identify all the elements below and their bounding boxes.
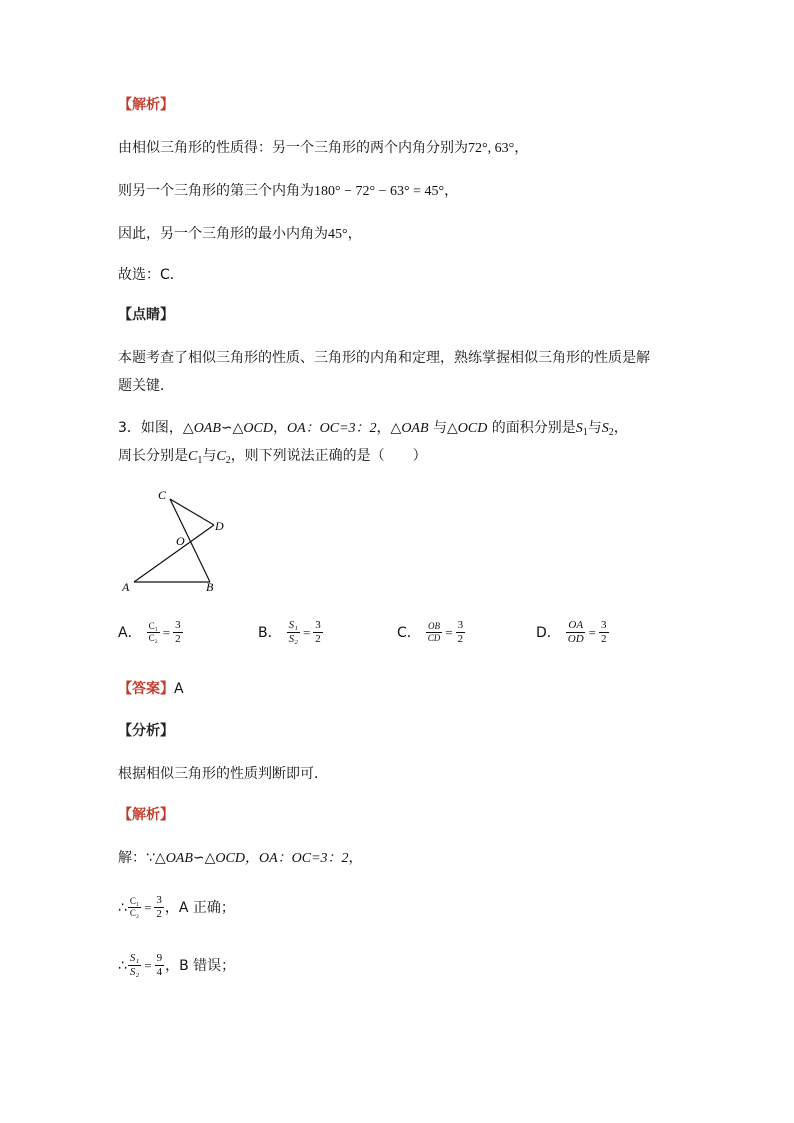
text: ，B 错误； [165, 957, 236, 974]
denominator: S₂ [288, 633, 298, 645]
equals: = [144, 957, 152, 973]
therefore-symbol: ∴ [118, 957, 127, 974]
text: 与 [202, 448, 217, 464]
label-c: C [158, 488, 167, 502]
denominator: 2 [156, 908, 162, 920]
section-heading-analysis-brief [118, 721, 174, 741]
answer-value: A [174, 681, 184, 697]
option-a[interactable] [118, 620, 184, 645]
subscript: 1 [197, 455, 203, 466]
text: ， [613, 420, 628, 436]
subscript: 2 [225, 455, 231, 466]
numerator: OA [568, 619, 584, 631]
text: 3．如图， [118, 420, 183, 436]
option-letter: A． [118, 624, 142, 641]
text: ， [348, 850, 363, 866]
paragraph-line [118, 953, 235, 978]
fraction [456, 620, 466, 645]
text: 则另一个三角形的第三个内角为 [118, 183, 314, 199]
option-letter: B． [258, 624, 282, 641]
fraction [128, 897, 141, 918]
text: ， [514, 140, 529, 156]
fraction [173, 620, 183, 645]
equals: = [302, 624, 311, 640]
paragraph-line [118, 138, 528, 159]
text: ， [272, 420, 287, 436]
numerator: C₁ [129, 896, 140, 906]
paragraph-line [118, 265, 184, 285]
equals: = [445, 624, 453, 640]
text: 因此，另一个三角形的最小内角为 [118, 226, 328, 242]
denominator: S₂ [129, 966, 140, 978]
fraction [287, 620, 300, 645]
option-c[interactable] [397, 620, 466, 645]
denominator: C₂ [148, 633, 158, 643]
text: 本题考查了相似三角形的性质、三角形的内角和定理，熟练掌握相似三角形的性质是解 [118, 350, 650, 366]
math: △OAB∽△OCD [182, 421, 273, 436]
math: 72°, 63° [468, 141, 515, 156]
numerator: 3 [315, 619, 321, 631]
text: 由相似三角形的性质得：另一个三角形的两个内角分别为 [118, 140, 468, 156]
denominator: 2 [315, 633, 321, 645]
numerator: 3 [175, 619, 181, 631]
denominator: C₂ [129, 908, 140, 918]
paragraph-line [118, 895, 235, 920]
math: △OAB∽△OCD，OA：OC=3：2 [154, 851, 349, 866]
segment-da [134, 525, 214, 582]
math: OCD [457, 421, 488, 436]
section-heading-comment [118, 305, 174, 325]
label-d: D [215, 519, 224, 533]
numerator: S₁ [129, 952, 140, 964]
denominator: 4 [156, 966, 163, 978]
numerator: 3 [601, 619, 607, 631]
paragraph-line [118, 224, 362, 245]
fraction [155, 953, 165, 978]
option-d[interactable] [536, 620, 610, 645]
equals: = [162, 624, 171, 640]
text: 的面积分别是 [487, 420, 576, 436]
denominator: 2 [457, 633, 464, 645]
heading-text: 【分析】 [118, 723, 174, 739]
heading-text: 【解析】 [118, 97, 174, 113]
label-b: B [206, 580, 214, 594]
math: C [216, 449, 226, 464]
option-letter: C． [397, 624, 421, 641]
numerator: 3 [156, 894, 162, 906]
denominator: 2 [601, 633, 607, 645]
numerator: C₁ [148, 621, 158, 631]
text: 与△ [428, 420, 458, 436]
text: 周长分别是 [118, 448, 188, 464]
paragraph-line [118, 181, 458, 202]
text: 故选：C． [118, 267, 184, 283]
math: OA：OC=3：2 [286, 421, 377, 436]
numerator: 9 [156, 952, 163, 964]
denominator: 2 [175, 633, 181, 645]
fraction [313, 620, 323, 645]
subscript: 1 [582, 427, 588, 438]
math: S [601, 421, 609, 436]
option-b[interactable] [258, 620, 324, 645]
numerator: 3 [457, 619, 464, 631]
text: ，△ [376, 420, 402, 436]
section-heading-analysis [118, 95, 174, 115]
text: 与 [587, 420, 602, 436]
fraction [599, 620, 609, 645]
label-o: O [176, 534, 185, 548]
math: OAB [401, 421, 429, 436]
denominator: CD [427, 633, 441, 643]
triangle-figure [118, 485, 238, 595]
text: ， [347, 226, 362, 242]
fraction [147, 622, 160, 643]
math: C [188, 449, 198, 464]
math: 45° [328, 227, 348, 242]
answer-line [118, 679, 184, 699]
denominator: OD [567, 633, 584, 645]
math: S [575, 421, 583, 436]
option-letter: D． [536, 624, 561, 641]
text: 题关键． [118, 378, 174, 394]
section-heading-solution [118, 805, 174, 825]
text: 解：∵ [118, 850, 155, 866]
therefore-symbol: ∴ [118, 899, 127, 916]
paragraph-line [118, 348, 650, 368]
heading-text: 【点睛】 [118, 307, 174, 323]
subscript: 2 [608, 427, 614, 438]
text: 根据相似三角形的性质判断即可． [118, 766, 328, 782]
heading-text: 【解析】 [118, 807, 174, 823]
question-stem-line [118, 446, 427, 471]
paragraph-line [118, 764, 328, 784]
text: ，则下列说法正确的是（ ） [230, 448, 427, 464]
equals: = [588, 624, 597, 640]
fraction [128, 953, 141, 978]
question-stem-line [118, 418, 628, 443]
numerator: S₁ [288, 619, 298, 631]
fraction [154, 895, 164, 920]
text: ，A 正确； [164, 899, 235, 916]
paragraph-line [118, 848, 363, 869]
fraction [426, 622, 443, 643]
numerator: OB [428, 621, 441, 631]
heading-text: 【答案】 [118, 681, 174, 697]
fraction [566, 620, 586, 645]
equals: = [144, 899, 152, 915]
paragraph-line [118, 376, 174, 396]
label-a: A [122, 580, 130, 594]
math: 180° − 72° − 63° = 45° [314, 184, 445, 199]
text: ， [444, 183, 459, 199]
